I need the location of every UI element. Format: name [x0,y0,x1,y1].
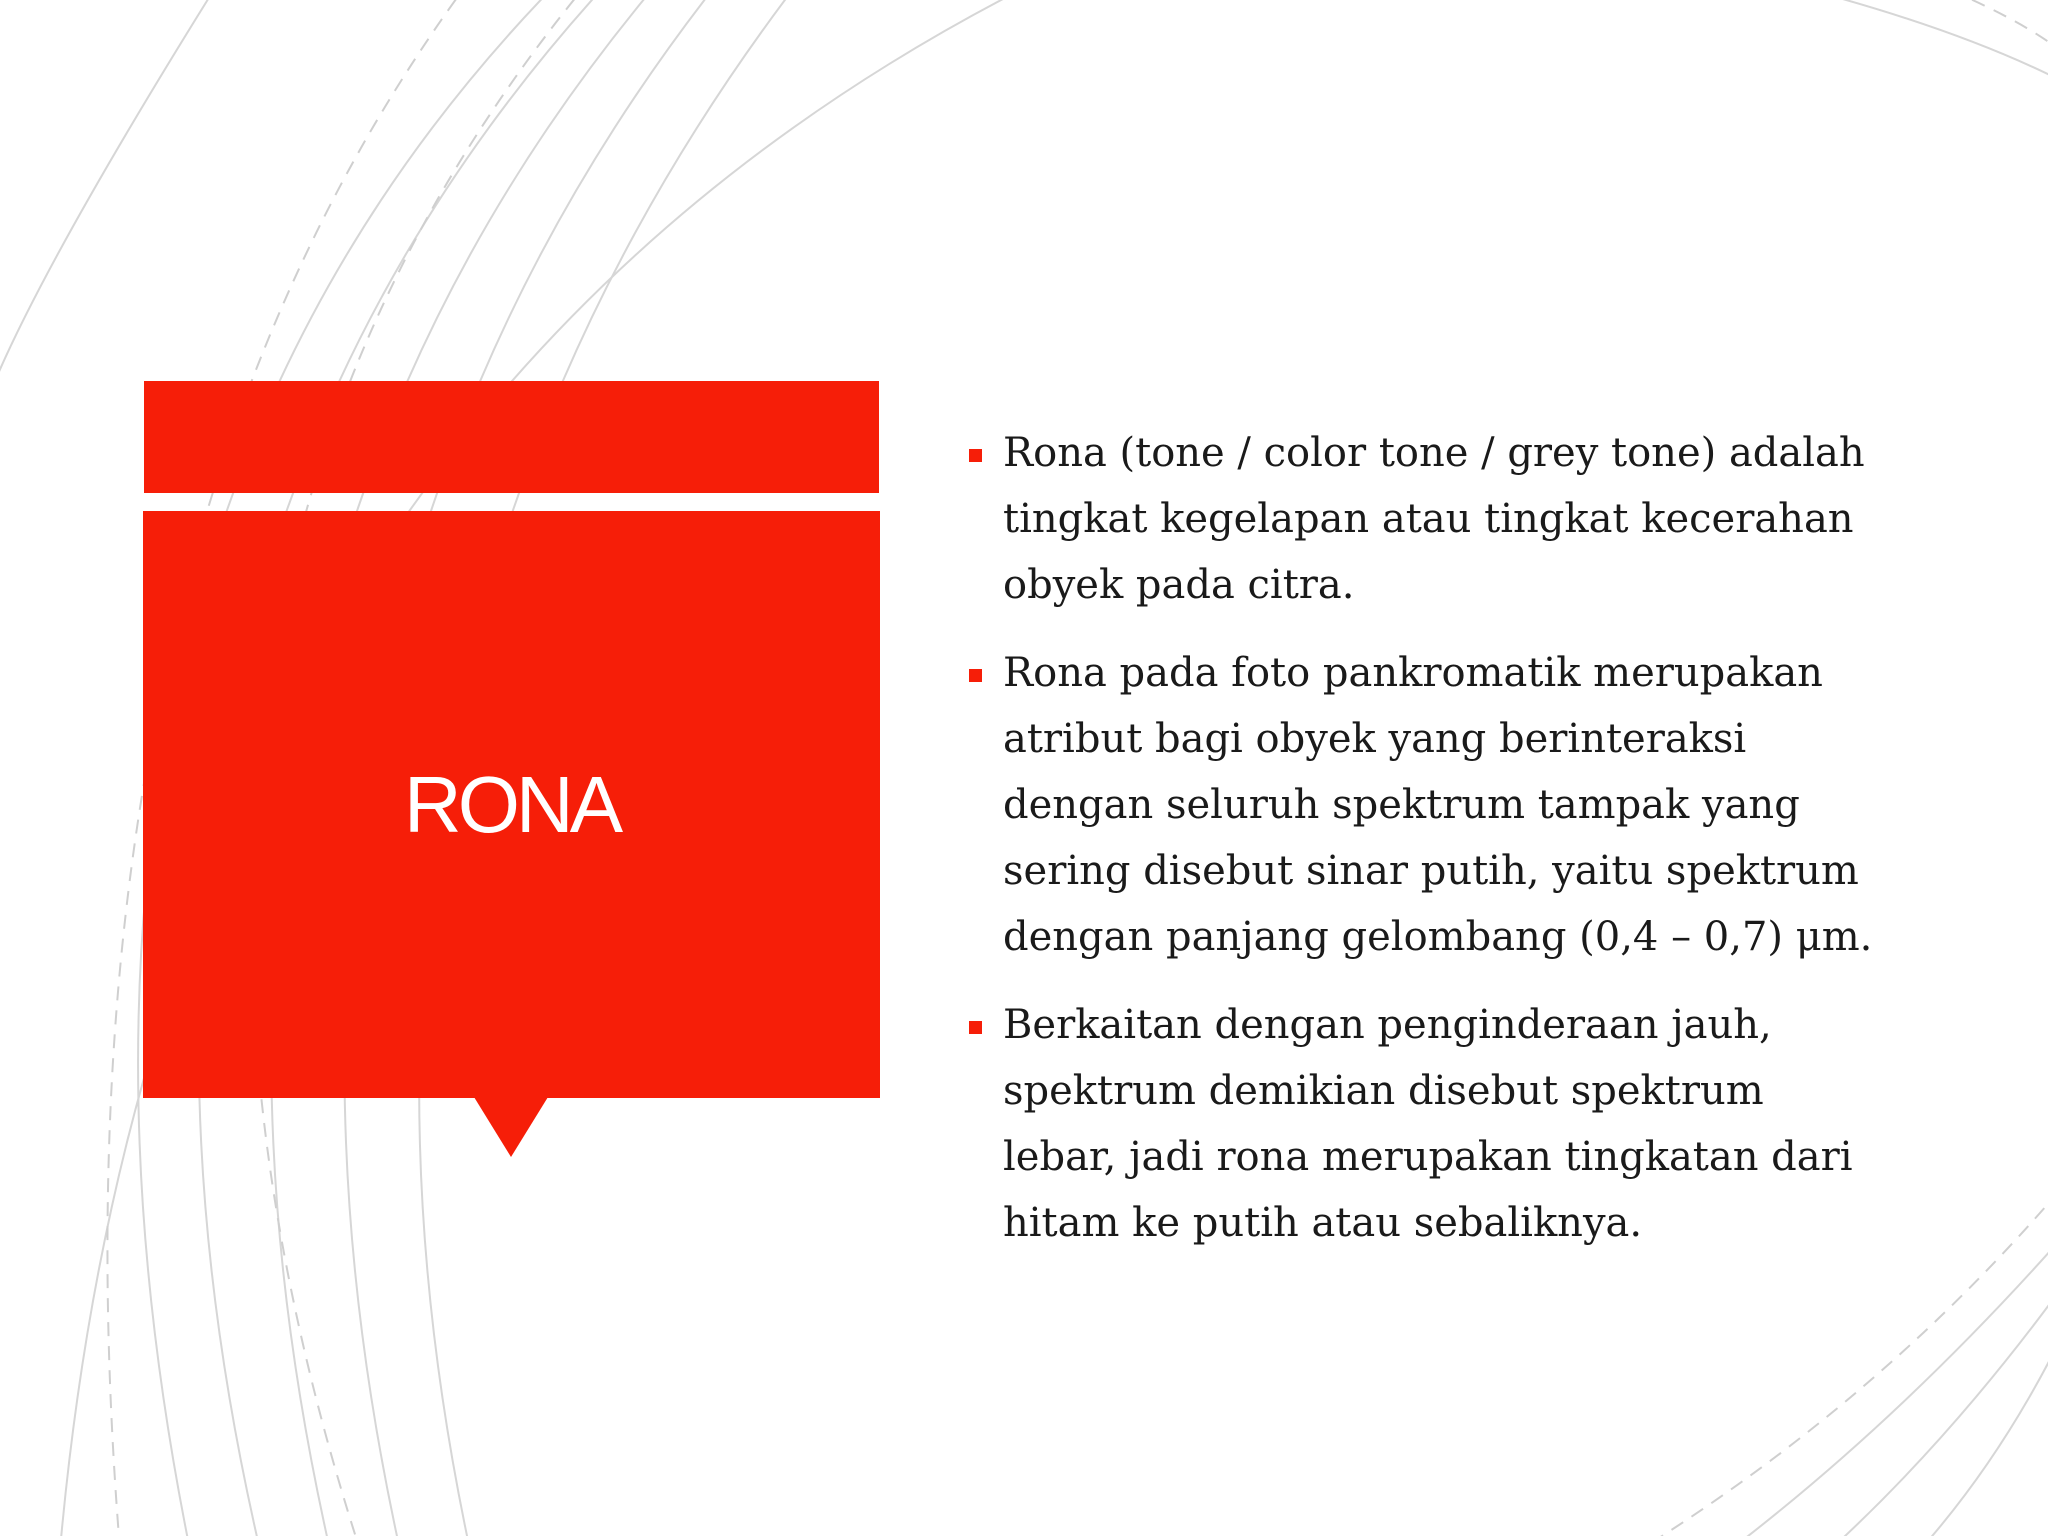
bullet-line: Rona pada foto pankromatik merupakan [1003,650,1823,696]
bullet-line: tingkat kegelapan atau tingkat kecerahan [1003,496,1854,542]
title-box-pointer [474,1097,548,1157]
bullet-line: Rona (tone / color tone / grey tone) adalah [1003,430,1865,476]
bullet-line: hitam ke putih atau sebaliknya. [1003,1200,1643,1246]
square-bullet-icon [969,1021,982,1034]
bullet-item [965,992,1965,1256]
square-bullet-icon [969,669,982,682]
bullet-item [965,640,1965,970]
title-box [143,511,880,1098]
bullet-list [965,420,1965,1278]
bullet-line: lebar, jadi rona merupakan tingkatan dari [1003,1134,1853,1180]
bullet-line: Berkaitan dengan penginderaan jauh, [1003,1002,1772,1048]
bullet-line: sering disebut sinar putih, yaitu spektrum [1003,848,1859,894]
title-accent-bar [144,381,879,493]
bullet-line: spektrum demikian disebut spektrum [1003,1068,1764,1114]
bullet-line: atribut bagi obyek yang berinteraksi [1003,716,1747,762]
bullet-line: dengan seluruh spektrum tampak yang [1003,782,1800,828]
square-bullet-icon [969,449,982,462]
bullet-item [965,420,1965,618]
slide-title: RONA [403,759,620,849]
bullet-line: obyek pada citra. [1003,562,1355,608]
bullet-line: dengan panjang gelombang (0,4 – 0,7) μm. [1003,914,1873,960]
